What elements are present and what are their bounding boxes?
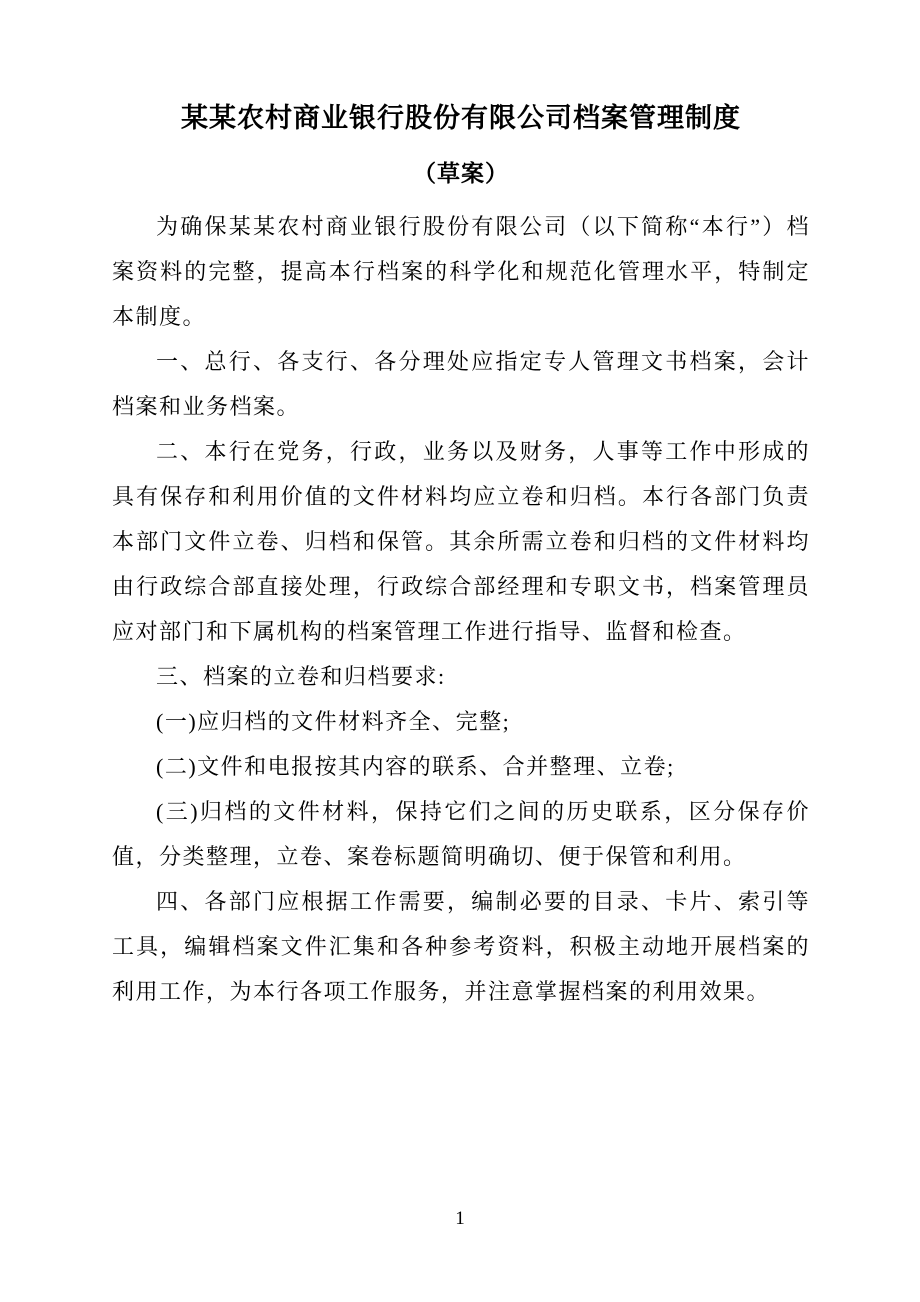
paragraph-item-3-sub-2: (二)文件和电报按其内容的联系、合并整理、立卷;	[156, 754, 675, 779]
document-subtitle: （草案）	[413, 161, 509, 186]
paragraph-item-3: 三、档案的立卷和归档要求:	[156, 664, 446, 689]
paragraph-intro: 为确保某某农村商业银行股份有限公司（以下简称“本行”）档案资料的完整，提高本行档案的科学化和规范化管理水平，特制定本制度。	[112, 214, 810, 329]
paragraph-item-1: 一、总行、各支行、各分理处应指定专人管理文书档案，会计档案和业务档案。	[112, 349, 810, 419]
paragraph-item-3-sub-1: (一)应归档的文件材料齐全、完整;	[156, 709, 511, 734]
document-title: 某某农村商业银行股份有限公司档案管理制度	[181, 103, 741, 133]
paragraph-item-3-sub-3: (三)归档的文件材料，保持它们之间的历史联系，区分保存价值，分类整理，立卷、案卷标题简明确切、便于保管和利用。	[112, 799, 810, 869]
paragraph-item-4: 四、各部门应根据工作需要，编制必要的目录、卡片、索引等工具，编辑档案文件汇集和各种参考资料，积极主动地开展档案的利用工作，为本行各项工作服务，并注意掌握档案的利用效果。	[112, 889, 810, 1004]
page-number: 1	[455, 1208, 465, 1229]
paragraph-item-2: 二、本行在党务，行政，业务以及财务，人事等工作中形成的具有保存和利用价值的文件材料均应立卷和归档。本行各部门负责本部门文件立卷、归档和保管。其余所需立卷和归档的文件材料均由行政综合部直接处理，行政综合部经理和专职文书，档案管理员应对部门和下属机构的档案管理工作进行指导、监督和检查。	[112, 439, 810, 644]
